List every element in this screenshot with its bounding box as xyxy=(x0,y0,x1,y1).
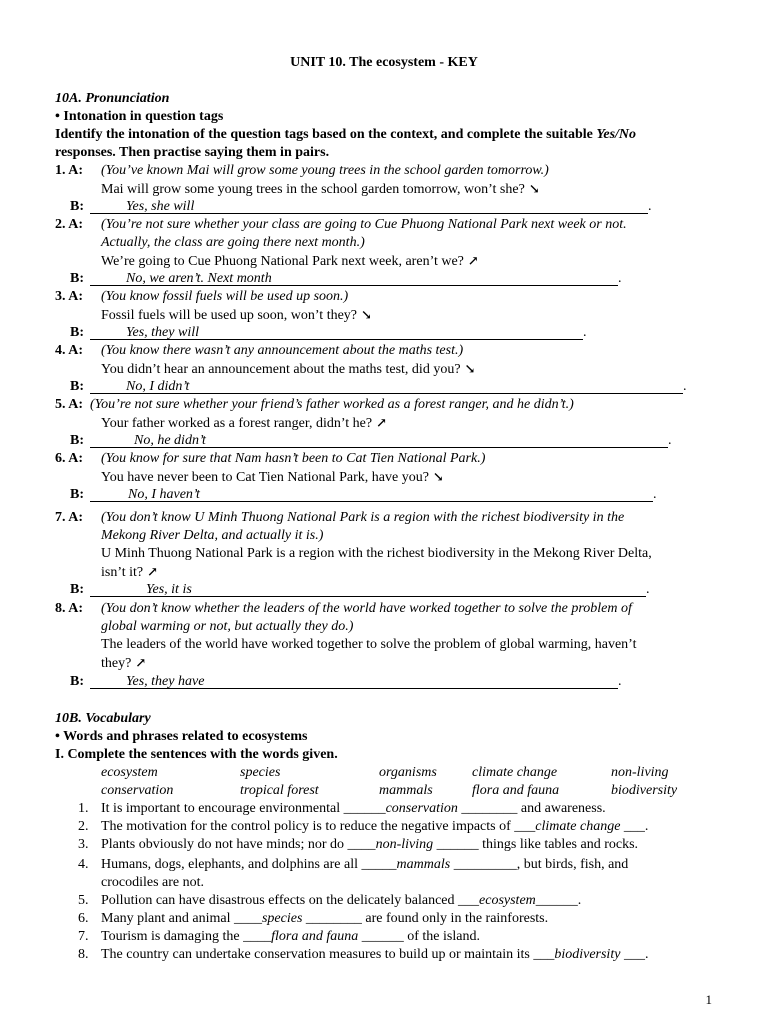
question-text: Mai will grow some young trees in the school garden tomorrow, won’t she? xyxy=(101,182,525,197)
b-label: B: xyxy=(70,582,84,597)
rising-arrow-icon: ↗ xyxy=(376,415,387,430)
b-label: B: xyxy=(70,674,84,689)
answer-blank xyxy=(90,198,648,214)
vocab-answer: non-living xyxy=(375,837,434,852)
vocab-answer: biodiversity xyxy=(554,947,621,962)
item-answer: B: Yes, it is . xyxy=(70,582,650,597)
item-context: Mekong River Delta, and actually it is.) xyxy=(101,528,324,543)
question-text: You didn’t hear an announcement about the maths test, did you? xyxy=(101,362,461,377)
vocab-item-cont: crocodiles are not. xyxy=(101,875,205,890)
section-b-subheading: • Words and phrases related to ecosystems xyxy=(55,729,308,744)
b-label: B: xyxy=(70,271,84,286)
word-bank-item: tropical forest xyxy=(240,783,319,798)
b-label: B: xyxy=(70,433,84,448)
word-bank-item: conservation xyxy=(101,783,174,798)
answer-text: No, I haven’t xyxy=(128,487,200,502)
word-bank-item: organisms xyxy=(379,765,437,780)
vocab-item: 1. It is important to encourage environmental ______conservation ________ and awareness. xyxy=(78,801,606,816)
answer-text: Yes, they will xyxy=(126,325,199,340)
item-context: (You know for sure that Nam hasn’t been to Cat Tien National Park.) xyxy=(101,451,486,466)
item-question: U Minh Thuong National Park is a region with the richest biodiversity in the Mekong River Delta, xyxy=(101,546,652,561)
question-text: isn’t it? xyxy=(101,565,144,580)
b-label: B: xyxy=(70,199,84,214)
b-label: B: xyxy=(70,379,84,394)
word-bank-item: mammals xyxy=(379,783,433,798)
falling-arrow-icon: ↘ xyxy=(361,307,372,322)
answer-blank xyxy=(90,324,583,340)
item-context: Actually, the class are going there next month.) xyxy=(101,235,365,250)
falling-arrow-icon: ↘ xyxy=(464,361,476,376)
item-question xyxy=(101,306,372,325)
question-text: You have never been to Cat Tien National Park, have you? xyxy=(101,470,429,485)
item-question xyxy=(101,180,540,199)
item-answer: B: Yes, they have . xyxy=(70,674,622,689)
vocab-item: 2. The motivation for the control policy is to reduce the negative impacts of ___climate change ___. xyxy=(78,819,649,834)
falling-arrow-icon: ↘ xyxy=(528,181,540,196)
item-context: (You know there wasn’t any announcement about the maths test.) xyxy=(101,343,464,358)
item-question xyxy=(101,414,387,433)
answer-blank xyxy=(90,486,653,502)
question-text: We’re going to Cue Phuong National Park next week, aren’t we? xyxy=(101,254,464,269)
rising-arrow-icon: ↗ xyxy=(467,253,479,268)
instruction-text: Identify the intonation of the question tags based on the context, and complete the suitable xyxy=(55,127,597,142)
item-number: 1. A: xyxy=(55,163,83,178)
answer-text: Yes, it is xyxy=(146,582,192,597)
word-bank-item: ecosystem xyxy=(101,765,158,780)
vocab-item: 6. Many plant and animal ____species ________ are found only in the rainforests. xyxy=(78,911,549,926)
item-answer: B: No, I didn’t . xyxy=(70,379,687,394)
word-bank-item: biodiversity xyxy=(611,783,678,798)
item-number: 4. A: xyxy=(55,343,83,358)
item-context: (You don’t know U Minh Thuong National Park is a region with the richest biodiversity in the xyxy=(101,510,625,525)
item-context: (You know fossil fuels will be used up soon.) xyxy=(101,289,349,304)
page-number: 1 xyxy=(705,992,712,1007)
question-text: Fossil fuels will be used up soon, won’t they? xyxy=(101,308,358,323)
b-label: B: xyxy=(70,325,84,340)
vocab-answer: mammals xyxy=(396,857,451,872)
answer-blank xyxy=(90,270,618,286)
vocab-item: 4. Humans, dogs, elephants, and dolphins are all _____mammals _________, but birds, fish, and xyxy=(78,857,629,872)
item-answer: B: No, he didn’t . xyxy=(70,433,672,448)
item-context: (You don’t know whether the leaders of the world have worked together to solve the problem of xyxy=(101,601,632,616)
item-number: 6. A: xyxy=(55,451,83,466)
item-number: 8. A: xyxy=(55,601,83,616)
answer-text: No, we aren’t. Next month xyxy=(126,271,272,286)
item-answer: B: No, I haven’t . xyxy=(70,487,657,502)
answer-text: No, I didn’t xyxy=(126,379,190,394)
section-b-heading: 10B. Vocabulary xyxy=(55,711,151,726)
b-label: B: xyxy=(70,487,84,502)
word-bank xyxy=(101,764,721,800)
answer-blank xyxy=(90,581,646,597)
item-context: (You’re not sure whether your friend’s father worked as a forest ranger, and he didn’t.) xyxy=(90,397,574,412)
item-context: (You’re not sure whether your class are going to Cue Phuong National Park next week or not. xyxy=(101,217,627,232)
item-context: (You’ve known Mai will grow some young trees in the school garden tomorrow.) xyxy=(101,163,549,178)
section-a-subheading: • Intonation in question tags xyxy=(55,109,224,124)
vocab-answer: species xyxy=(261,911,303,926)
item-number: 3. A: xyxy=(55,289,83,304)
vocab-answer: ecosystem xyxy=(479,893,536,908)
vocab-item: 8. The country can undertake conservation measures to build up or maintain its ___biodiversity ___. xyxy=(78,947,649,962)
word-bank-item: species xyxy=(240,765,281,780)
item-answer: B: Yes, they will . xyxy=(70,325,587,340)
vocab-item: 7. Tourism is damaging the ____flora and fauna ______ of the island. xyxy=(78,929,480,944)
section-a-heading: 10A. Pronunciation xyxy=(55,91,170,106)
item-answer: B: No, we aren’t. Next month . xyxy=(70,271,622,286)
vocab-answer: climate change xyxy=(535,819,621,834)
item-question xyxy=(101,654,146,673)
answer-blank xyxy=(90,378,683,394)
item-context: global warming or not, but actually they do.) xyxy=(101,619,354,634)
instruction-yes-no: Yes/No xyxy=(596,127,637,142)
answer-blank xyxy=(90,432,668,448)
answer-text: Yes, they have xyxy=(126,674,205,689)
answer-blank xyxy=(90,673,618,689)
item-question xyxy=(101,563,158,582)
item-number: 2. A: xyxy=(55,217,83,232)
rising-arrow-icon: ↗ xyxy=(147,564,159,579)
vocab-answer: conservation xyxy=(385,801,458,816)
item-question xyxy=(101,468,444,487)
section-a-instruction-cont: responses. Then practise saying them in pairs. xyxy=(55,145,330,160)
answer-text: Yes, she will xyxy=(126,199,195,214)
vocab-item: 5. Pollution can have disastrous effects on the delicately balanced ___ecosystem______. xyxy=(78,893,582,908)
rising-arrow-icon: ↗ xyxy=(135,655,147,670)
page-title: UNIT 10. The ecosystem - KEY xyxy=(290,55,478,70)
item-question: The leaders of the world have worked together to solve the problem of global warming, haven’t xyxy=(101,637,637,652)
item-number: 7. A: xyxy=(55,510,83,525)
item-number: 5. A: xyxy=(55,397,83,412)
word-bank-item: flora and fauna xyxy=(472,783,560,798)
word-bank-item: climate change xyxy=(472,765,558,780)
answer-text: No, he didn’t xyxy=(134,433,206,448)
item-answer: B: Yes, she will . xyxy=(70,199,652,214)
word-bank-item: non-living xyxy=(611,765,669,780)
vocab-item: 3. Plants obviously do not have minds; nor do ____non-living ______ things like tables and rocks. xyxy=(78,837,639,852)
question-text: they? xyxy=(101,656,132,671)
question-text: Your father worked as a forest ranger, didn’t he? xyxy=(101,416,373,431)
section-b-instruction: I. Complete the sentences with the words given. xyxy=(55,747,338,762)
item-question xyxy=(101,360,475,379)
vocab-answer: flora and fauna xyxy=(271,929,359,944)
falling-arrow-icon: ↘ xyxy=(432,469,444,484)
section-a-instruction xyxy=(55,126,713,144)
item-question xyxy=(101,252,479,271)
